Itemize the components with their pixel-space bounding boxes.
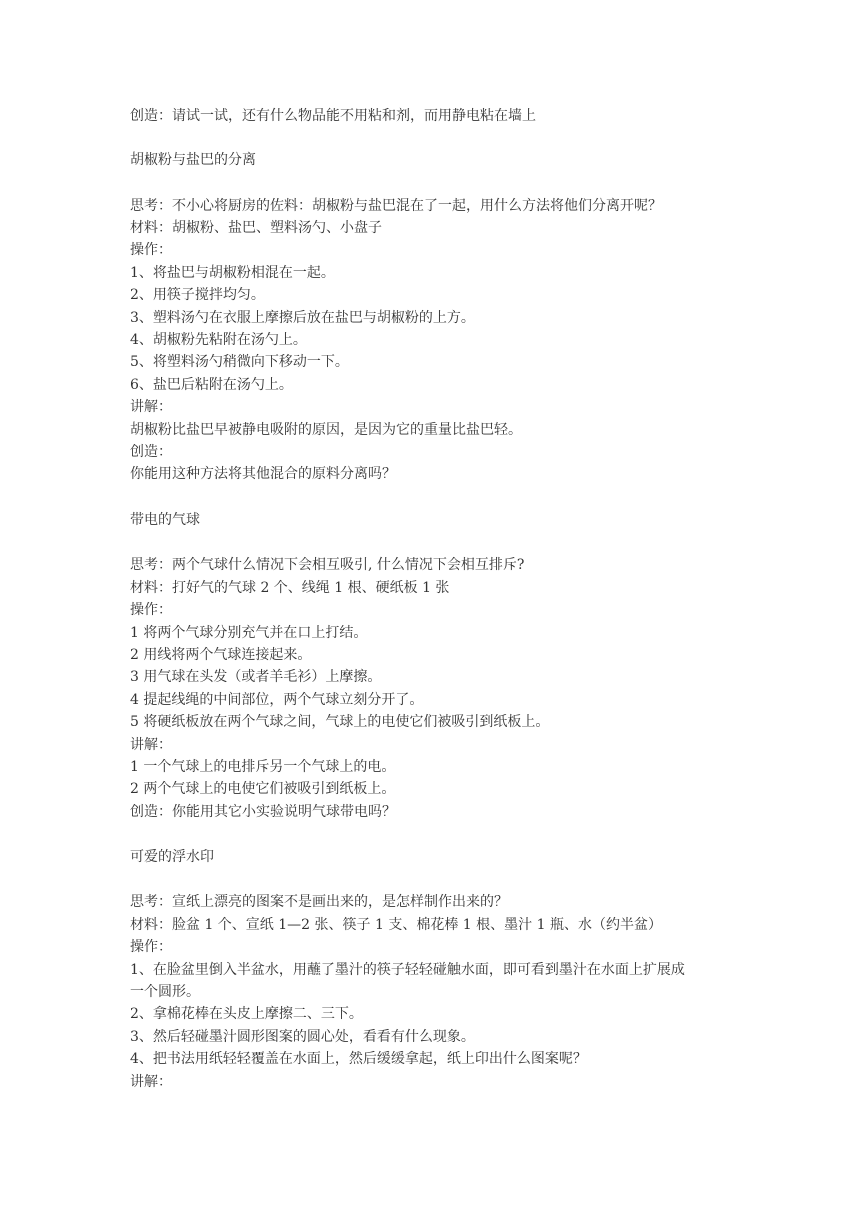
- text-line: 创造：请试一试，还有什么物品能不用粘和剂，而用静电粘在墙上: [130, 108, 536, 124]
- text-line: 讲解：: [130, 1074, 172, 1090]
- text-line: 创造：你能用其它小实验说明气球带电吗？: [130, 804, 396, 820]
- text-line: 操作：: [130, 939, 172, 955]
- list-item: 1 一个气球上的电排斥另一个气球上的电。: [130, 759, 396, 775]
- list-item: 4、胡椒粉先粘附在汤勺上。: [130, 332, 307, 348]
- list-item: 4 提起线绳的中间部位，两个气球立刻分开了。: [130, 692, 424, 708]
- section-heading: 胡椒粉与盐巴的分离: [130, 152, 256, 168]
- text-line: 思考：不小心将厨房的佐料：胡椒粉与盐巴混在了一起，用什么方法将他们分离开呢？: [130, 198, 662, 214]
- list-item: 5 将硬纸板放在两个气球之间，气球上的电使它们被吸引到纸板上。: [130, 714, 550, 730]
- list-item: 1、在脸盆里倒入半盆水，用蘸了墨汁的筷子轻轻碰触水面，即可看到墨汁在水面上扩展成: [130, 962, 685, 978]
- list-item: 1 将两个气球分别充气并在口上打结。: [130, 625, 368, 641]
- list-item: 5、将塑料汤勺稍微向下移动一下。: [130, 354, 349, 370]
- text-line: 材料：脸盆 1 个、宣纸 1—2 张、筷子 1 支、棉花棒 1 根、墨汁 1 瓶、水（约半盆）: [130, 917, 662, 933]
- text-line: 你能用这种方法将其他混合的原料分离吗？: [130, 466, 396, 482]
- text-line: 操作：: [130, 242, 172, 258]
- text-line: 材料：胡椒粉、盐巴、塑料汤勺、小盘子: [130, 220, 382, 236]
- list-item: 一个圆形。: [130, 984, 200, 1000]
- text-line: 操作：: [130, 602, 172, 618]
- section-heading: 可爱的浮水印: [130, 849, 214, 865]
- text-line: 思考：两个气球什么情况下会相互吸引, 什么情况下会相互排斥?: [130, 557, 525, 573]
- list-item: 2、拿棉花棒在头皮上摩擦二、三下。: [130, 1006, 363, 1022]
- list-item: 4、把书法用纸轻轻覆盖在水面上，然后缓缓拿起，纸上印出什么图案呢？: [130, 1051, 587, 1067]
- list-item: 2 用线将两个气球连接起来。: [130, 647, 312, 663]
- list-item: 2 两个气球上的电使它们被吸引到纸板上。: [130, 781, 396, 797]
- text-line: 讲解：: [130, 399, 172, 415]
- text-line: 讲解：: [130, 737, 172, 753]
- text-line: 材料：打好气的气球 2 个、线绳 1 根、硬纸板 1 张: [130, 580, 450, 596]
- list-item: 3、然后轻碰墨汁圆形图案的圆心处，看看有什么现象。: [130, 1029, 475, 1045]
- text-line: 胡椒粉比盐巴早被静电吸附的原因，是因为它的重量比盐巴轻。: [130, 422, 522, 438]
- list-item: 2、用筷子搅拌均匀。: [130, 287, 265, 303]
- section-heading: 带电的气球: [130, 512, 200, 528]
- list-item: 3 用气球在头发（或者羊毛衫）上摩擦。: [130, 669, 382, 685]
- text-line: 创造：: [130, 444, 172, 460]
- text-line: 思考：宣纸上漂亮的图案不是画出来的，是怎样制作出来的？: [130, 894, 508, 910]
- list-item: 3、塑料汤勺在衣服上摩擦后放在盐巴与胡椒粉的上方。: [130, 310, 475, 326]
- list-item: 1、将盐巴与胡椒粉相混在一起。: [130, 265, 335, 281]
- list-item: 6、盐巴后粘附在汤勺上。: [130, 377, 293, 393]
